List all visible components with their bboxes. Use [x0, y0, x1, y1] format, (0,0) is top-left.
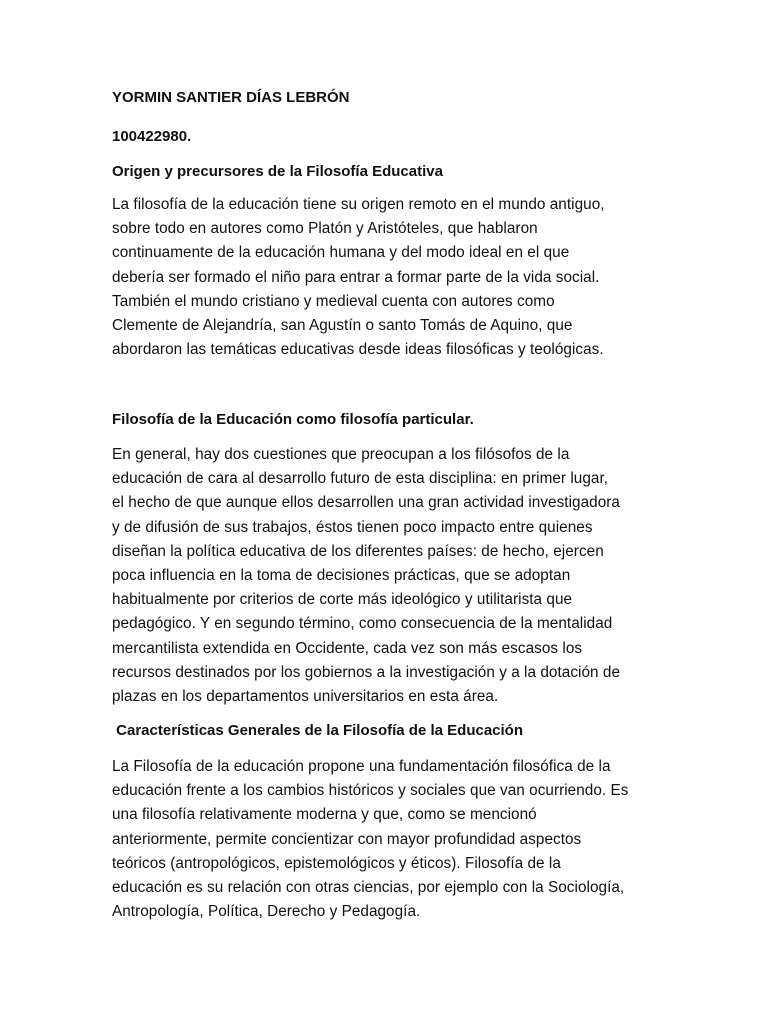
- section-heading-origen: Origen y precursores de la Filosofía Educativa: [112, 163, 443, 180]
- section-paragraph-filosofia-particular: En general, hay dos cuestiones que preocupan a los filósofos de la educación de cara al desarrollo futuro de esta disciplina: en primer lugar, el hecho de que aunque ellos desarrollen una gran actividad investigadora y de difusión de sus trabajos, éstos tienen poco impacto entre quienes diseñan la política educativa de los diferentes países: de hecho, ejercen poca influencia en la toma de decisiones prácticas, que se adoptan habitualmente por criterios de corte más ideológico y utilitarista que pedagógico. Y en segundo término, como consecuencia de la mentalidad mercantilista extendida en Occidente, cada vez son más escasos los recursos destinados por los gobiernos a la investigación y a la dotación de plazas en los departamentos universitarios en esta área.: [112, 446, 621, 706]
- section-paragraph-caracteristicas: La Filosofía de la educación propone una fundamentación filosófica de la educación frente a los cambios históricos y sociales que van ocurriendo. Es una filosofía relativamente moderna y que, como se mencionó anteriormente, permite concientizar con mayor profundidad aspectos teóricos (antropológicos, epistemológicos y éticos). Filosofía de la educación es su relación con otras ciencias, por ejemplo con la Sociología, Antropología, Política, Derecho y Pedagogía.: [112, 758, 629, 921]
- section-paragraph-origen: La filosofía de la educación tiene su origen remoto en el mundo antiguo, sobre todo en autores como Platón y Aristóteles, que hablaron continuamente de la educación humana y del modo ideal en el que debería ser formado el niño para entrar a formar parte de la vida social. También el mundo cristiano y medieval cuenta con autores como Clemente de Alejandría, san Agustín o santo Tomás de Aquino, que abordaron las temáticas educativas desde ideas filosóficas y teológicas.: [112, 196, 605, 359]
- section-heading-filosofia-particular: Filosofía de la Educación como filosofía particular.: [112, 411, 474, 428]
- section-heading-caracteristicas: Características Generales de la Filosofía de la Educación: [112, 722, 524, 739]
- author-name: YORMIN SANTIER DÍAS LEBRÓN: [112, 89, 350, 106]
- id-number: 100422980.: [112, 128, 192, 145]
